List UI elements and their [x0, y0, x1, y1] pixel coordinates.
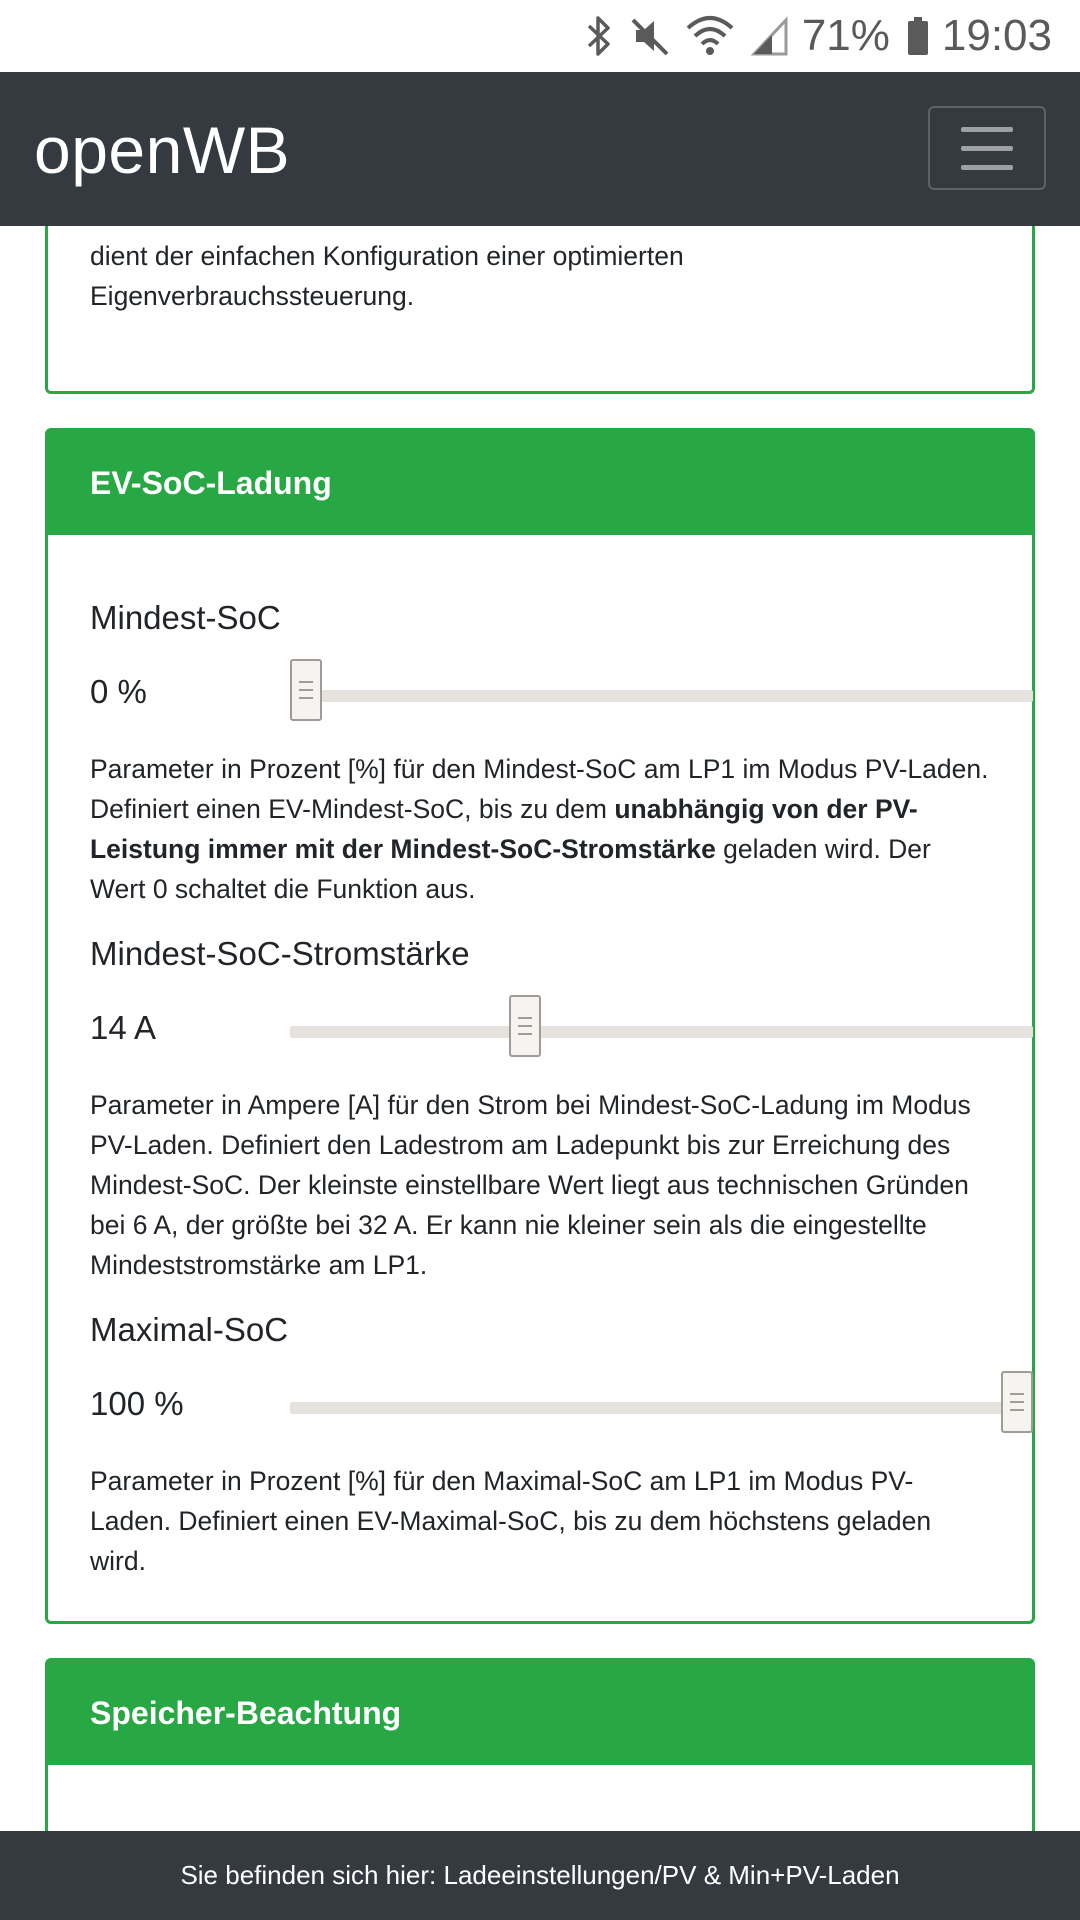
mindest-soc-strom-value: 14 A: [90, 1009, 157, 1046]
maximal-soc-slider-row: [90, 1373, 990, 1443]
battery-percent: 71%: [801, 11, 890, 60]
maximal-soc-description: Parameter in Prozent [%] für den Maximal-SoC am LP1 im Modus PV-Laden. Definiert einen EV-Maximal-SoC, bis zu dem höchstens geladen wird.: [90, 1466, 932, 1576]
slider-handle[interactable]: [509, 995, 541, 1057]
mindest-soc-label: Mindest-SoC: [90, 599, 281, 636]
slider-handle[interactable]: [290, 659, 322, 721]
navbar: [0, 72, 1080, 226]
brand-logo[interactable]: openWB: [34, 113, 291, 187]
hamburger-menu-button[interactable]: [928, 106, 1046, 190]
mindest-soc-strom-slider[interactable]: [290, 1026, 1033, 1038]
mindest-soc-strom-label: Mindest-SoC-Stromstärke: [90, 935, 470, 972]
intro-text-line-2: Eigenverbrauchssteuerung.: [90, 281, 415, 311]
speicher-card-title: Speicher-Beachtung: [48, 1661, 1032, 1765]
mindest-soc-strom-slider-row: [90, 997, 990, 1067]
intro-text-line-1: dient der einfachen Konfiguration einer optimierten: [90, 241, 684, 271]
mindest-soc-value: 0 %: [90, 673, 147, 710]
mindest-soc-description: Parameter in Prozent [%] für den Mindest-SoC am LP1 im Modus PV-Laden. Definiert einen EV-Mindest-SoC, bis zu dem unabhängig von der PV-Leistung immer mit der Mindest-SoC-Stromstärke geladen wird. Der Wert 0 schaltet die Funktion aus.: [90, 754, 989, 904]
hamburger-menu-icon: [961, 127, 1013, 132]
mindest-soc-strom-description: Parameter in Ampere [A] für den Strom bei Mindest-SoC-Ladung im Modus PV-Laden. Definiert den Ladestrom am Ladepunkt bis zur Erreichung des Mindest-SoC. Der kleinste einstellbare Wert liegt aus technischen Gründen bei 6 A, der größte bei 32 A. Er kann nie kleiner sein als die eingestellte Mindeststromstärke am LP1.: [90, 1090, 971, 1280]
maximal-soc-slider[interactable]: [290, 1402, 1033, 1414]
mindest-soc-slider[interactable]: [290, 690, 1033, 702]
maximal-soc-label: Maximal-SoC: [90, 1311, 289, 1348]
maximal-soc-value: 100 %: [90, 1385, 184, 1422]
mindest-soc-slider-row: [90, 661, 990, 731]
mindest-soc-description-bold: unabhängig von der PV-Leistung immer mit der Mindest-SoC-Stromstärke: [90, 794, 918, 864]
slider-handle[interactable]: [1001, 1371, 1033, 1433]
clock: 19:03: [941, 11, 1052, 60]
ev-soc-card: [45, 428, 1035, 1624]
footer-breadcrumb: Sie befinden sich hier: Ladeeinstellungen/PV & Min+PV-Laden: [0, 1831, 1080, 1920]
ev-soc-card-title: EV-SoC-Ladung: [48, 431, 1032, 535]
